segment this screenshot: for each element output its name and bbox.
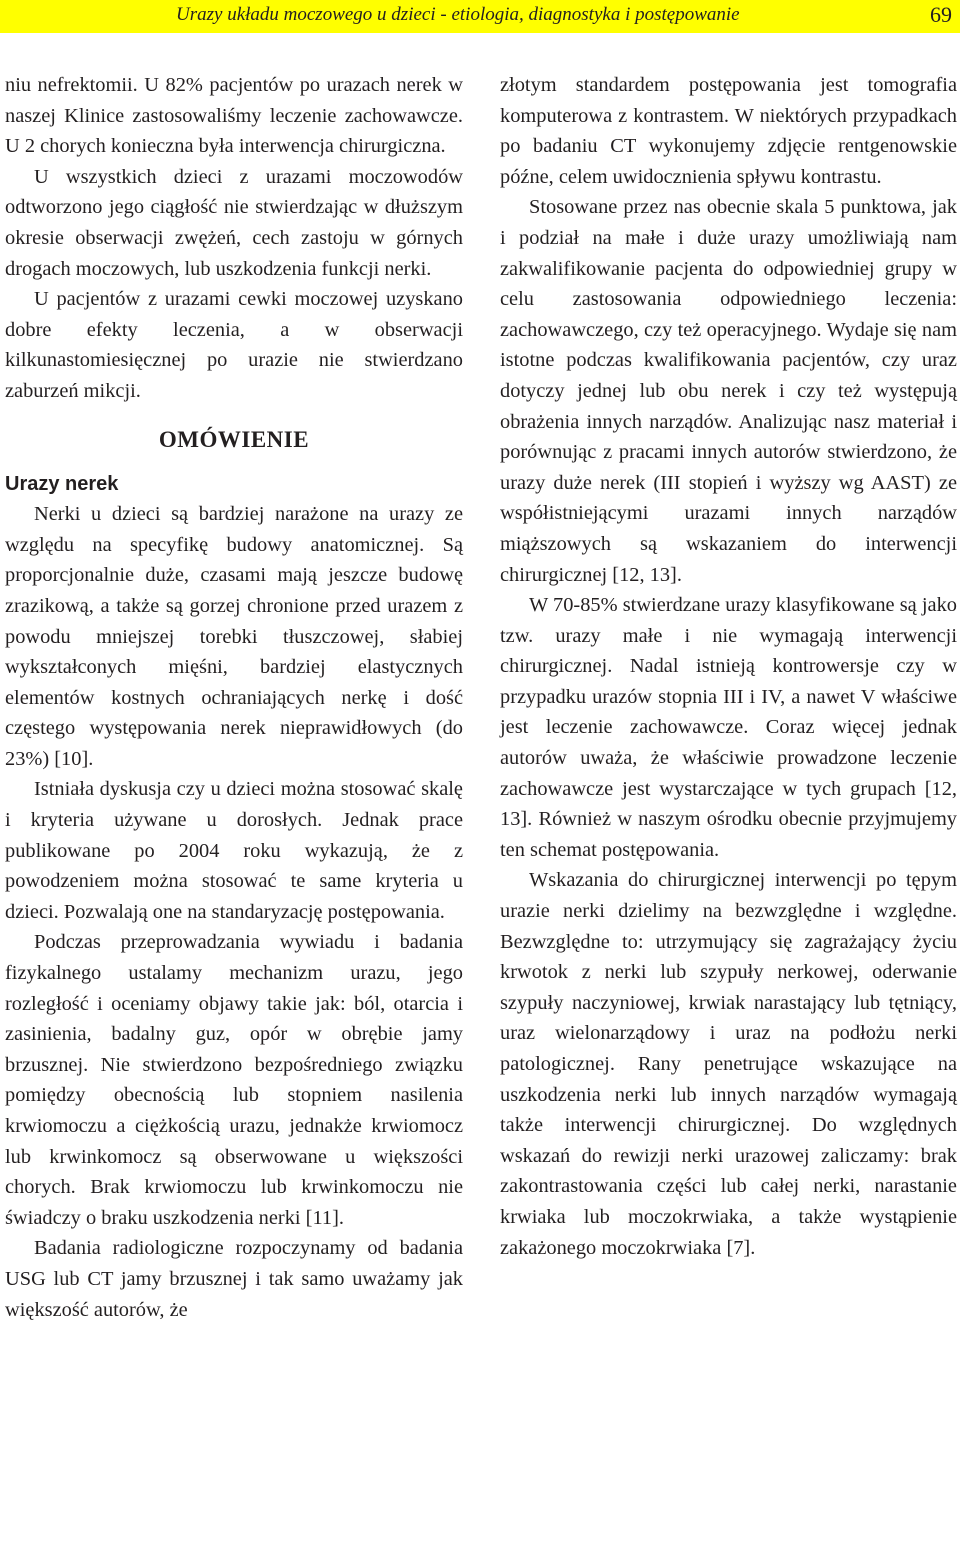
header-bar (0, 0, 960, 33)
paragraph: W 70-85% stwierdzane urazy klasyfikowane są jako tzw. urazy małe i nie wymagają interwencji chirurgicznej. Nadal istnieją kontrowersje czy w przypadku urazów stopnia III i IV, a nawet V właściwe jest leczenie zachowawcze. Coraz więcej jednak autorów uważa, że właściwie prowadzone leczenie zachowawcze jest wystarczające w tych grupach [12, 13]. Również w naszym ośrodku obecnie przyjmujemy ten schemat postępowania. (500, 594, 957, 861)
page-number: 69 (930, 2, 952, 27)
right-column (500, 70, 957, 1263)
subheading: Urazy nerek (5, 472, 119, 495)
paragraph: Wskazania do chirurgicznej interwencji po tępym urazie nerki dzielimy na bezwzględne i względne. Bezwzględne to: utrzymujący się zagrażający życiu krwotok z nerki lub szypuły nerkowej, oderwanie szypuły naczyniowej, krwiak narastający lub tętniący, uraz wielonarządowy i uraz na podłożu nerki patologicznej. Rany penetrujące wskazujące na uszkodzenia nerki lub innych narządów wymagają także interwencji chirurgicznej. Do względnych wskazań do rewizji nerki urazowej zaliczamy: brak zakontrastowania części lub całej nerki, narastanie krwiaka lub moczokrwiaka, a także wystąpienie zakażonego moczokrwiaka [7]. (500, 869, 957, 1259)
paragraph: Podczas przeprowadzania wywiadu i badania fizykalnego ustalamy mechanizm urazu, jego rozległość i oceniamy objawy takie jak: ból, otarcia i zasinienia, badalny guz, opór w obrębie jamy brzusznej. Nie stwierdzono bezpośredniego związku pomiędzy obecnością lub stopniem nasilenia krwiomoczu a ciężkością urazu, jednakże krwiomocz lub krwinkomocz są obserwowane u większości chorych. Brak krwiomoczu lub krwinkomoczu nie świadczy o braku uszkodzenia nerki [11]. (5, 931, 463, 1229)
paragraph: Badania radiologiczne rozpoczynamy od badania USG lub CT jamy brzusznej i tak samo uważamy jak większość autorów, że (5, 1237, 463, 1321)
running-title: Urazy układu moczowego u dzieci - etiologia, diagnostyka i postępowanie (176, 4, 740, 25)
section-heading: OMÓWIENIE (158, 426, 310, 452)
paragraph: Stosowane przez nas obecnie skala 5 punktowa, jak i podział na małe i duże urazy umożliwiają nam zakwalifikowanie pacjenta do odpowiedniej grupy w celu zastosowania odpowiedniego leczenia: zachowawczego, czy też operacyjnego. Wydaje się nam istotne podczas kwalifikowania pacjentów, czy uraz dotyczy jednej lub obu nerek i czy też występują obrażenia innych narządów. Analizując nasz materiał i porównując z pracami innych autorów stwierdzono, że urazy duże nerek (III stopień i wyższy wg AAST) ze współistniejącymi urazami innych narządów miąższowych są wskazaniem do interwencji chirurgicznej [12, 13]. (500, 196, 957, 586)
paragraph: niu nefrektomii. U 82% pacjentów po urazach nerek w naszej Klinice zastosowaliśmy leczenie zachowawcze. U 2 chorych konieczna była interwencja chirurgiczna. (5, 74, 463, 158)
paragraph: U wszystkich dzieci z urazami moczowodów odtworzono jego ciągłość nie stwierdzając w dłuższym okresie obserwacji zwężeń, cech zastoju w górnych drogach moczowych, lub uszkodzenia funkcji nerki. (5, 165, 463, 280)
paragraph: U pacjentów z urazami cewki moczowej uzyskano dobre efekty leczenia, a w obserwacji kilkunastomiesięcznej po urazie nie stwierdzano zaburzeń mikcji. (5, 288, 463, 402)
paragraph: złotym standardem postępowania jest tomografia komputerowa z kontrastem. W niektórych przypadkach po badaniu CT wykonujemy zdjęcie rentgenowskie późne, celem uwidocznienia spływu kontrastu. (500, 74, 957, 188)
paragraph: Nerki u dzieci są bardziej narażone na urazy ze względu na specyfikę budowy anatomicznej. Są proporcjonalnie duże, czasami mają jeszcze budowę zrazikową, a także są gorzej chronione przed urazem z powodu mniejszej torebki tłuszczowej, słabiej wykształconych mięśni, bardziej elastycznych elementów kostnych ochraniających nerkę i dość częstego występowania nerek nieprawidłowych (do 23%) [10]. (5, 503, 463, 770)
paragraph: Istniała dyskusja czy u dzieci można stosować skalę i kryteria używane u dorosłych. Jednak prace publikowane po 2004 roku wykazują, że z powodzeniem można stosować te same kryteria u dzieci. Pozwalają one na standaryzację postępowania. (5, 778, 463, 923)
left-column (5, 70, 463, 1325)
